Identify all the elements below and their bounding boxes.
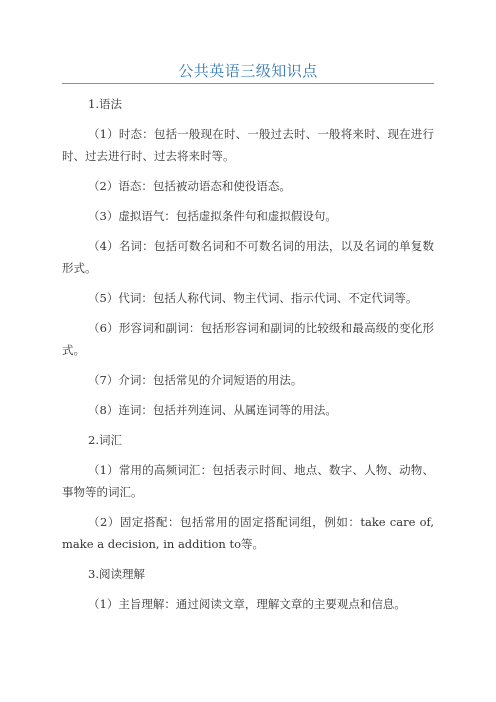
paragraph-high-frequency-words: （1）常用的高频词汇：包括表示时间、地点、数字、人物、动物、事物等的词汇。 bbox=[62, 463, 434, 499]
paragraph-main-idea: （1）主旨理解：通过阅读文章，理解文章的主要观点和信息。 bbox=[88, 597, 406, 611]
paragraph-subjunctive: （3）虚拟语气：包括虚拟条件句和虚拟假设句。 bbox=[88, 209, 337, 223]
paragraph-pronouns: （5）代词：包括人称代词、物主代词、指示代词、不定代词等。 bbox=[88, 291, 418, 305]
paragraph-nouns: （4）名词：包括可数名词和不可数名词的用法，以及名词的单复数形式。 bbox=[62, 239, 434, 275]
section-heading-vocabulary: 2.词汇 bbox=[88, 433, 122, 447]
paragraph-fixed-collocations: （2）固定搭配：包括常用的固定搭配词组，例如：take care of, make a decision, in addition to等。 bbox=[62, 515, 434, 551]
title-underline bbox=[62, 83, 434, 84]
document-body bbox=[62, 93, 434, 623]
paragraph-voice: （2）语态：包括被动语态和使役语态。 bbox=[88, 179, 291, 193]
section-heading-grammar: 1.语法 bbox=[88, 97, 122, 111]
page-title: 公共英语三级知识点 bbox=[178, 62, 318, 80]
paragraph-conjunctions: （8）连词：包括并列连词、从属连词等的用法。 bbox=[88, 403, 337, 417]
section-heading-reading: 3.阅读理解 bbox=[88, 567, 145, 581]
paragraph-prepositions: （7）介词：包括常见的介词短语的用法。 bbox=[88, 373, 303, 387]
paragraph-tense: （1）时态：包括一般现在时、一般过去时、一般将来时、现在进行时、过去进行时、过去将来时等。 bbox=[62, 127, 434, 163]
paragraph-adjectives-adverbs: （6）形容词和副词：包括形容词和副词的比较级和最高级的变化形式。 bbox=[62, 321, 434, 357]
